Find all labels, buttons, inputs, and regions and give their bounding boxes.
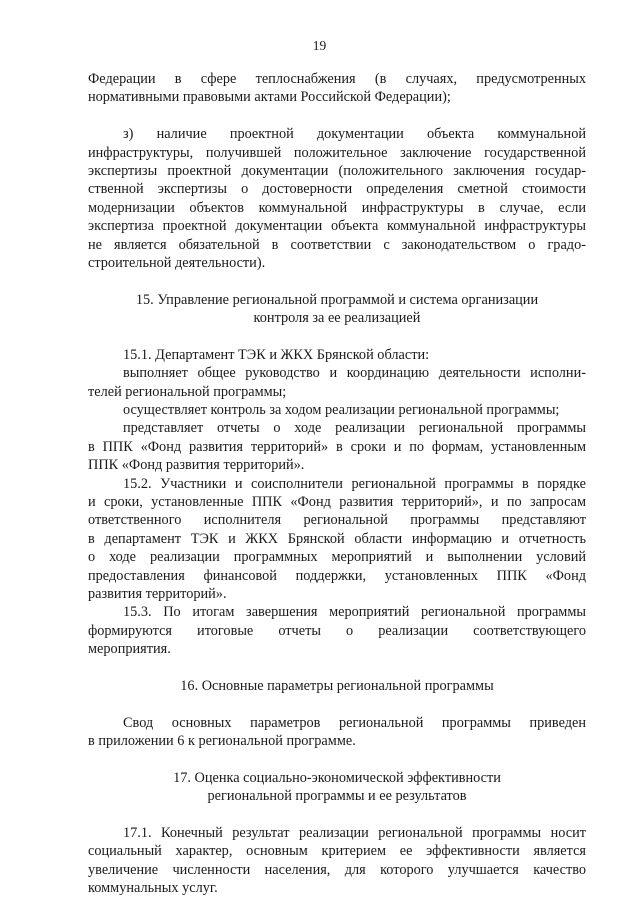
text-line: 17.1. Конечный результат реализации региональной программы носит — [123, 825, 586, 842]
section-heading — [88, 291, 586, 328]
text-line: нормативными правовыми актами Российской Федерации); — [88, 89, 451, 106]
text-line: ППК «Фонд развития территорий». — [88, 457, 305, 474]
text-line: увеличение численности населения, для которого улучшается качество — [88, 861, 586, 878]
text-line: и сроки, установленные ППК «Фонд развития территорий», и по запросам — [88, 493, 586, 510]
text-line: социальный характер, основным критерием ее эффективности является — [88, 843, 586, 860]
page-number: 19 — [312, 38, 327, 53]
text-line: Свод основных параметров региональной программы приведен — [123, 714, 586, 731]
section-heading — [88, 677, 586, 695]
text-line: строительной деятельности). — [88, 254, 266, 271]
text-line: ственной экспертизы о достоверности определения сметной стоимости — [88, 181, 586, 198]
text-line: в департамент ТЭК и ЖКХ Брянской области информацию и отчетность — [88, 530, 586, 547]
text-block — [88, 824, 586, 898]
paragraph-gap — [88, 750, 586, 768]
text-line: 15.1. Департамент ТЭК и ЖКХ Брянской области: — [123, 346, 430, 363]
text-line: ответственного исполнителя региональной программы представляют — [88, 512, 586, 529]
text-line: 15.3. По итогам завершения мероприятий региональной программы — [123, 604, 586, 621]
text-line: осуществляет контроль за ходом реализации региональной программы; — [123, 402, 560, 419]
text-line: выполняет общее руководство и координацию деятельности исполни- — [123, 365, 586, 382]
text-block — [88, 125, 586, 272]
text-line: з) наличие проектной документации объекта коммунальной — [123, 126, 586, 143]
text-line: не является обязательной в соответствии с законодательством о градо- — [88, 236, 586, 253]
paragraph-gap — [88, 327, 586, 345]
text-line: Федерации в сфере теплоснабжения (в случаях, предусмотренных — [88, 71, 586, 87]
text-line: экспертизы проектной документации (положительного заключения государ- — [88, 162, 586, 179]
text-block — [88, 346, 586, 659]
heading-line: 17. Оценка социально-экономической эффективности — [173, 769, 501, 786]
text-line: мероприятия. — [88, 641, 171, 658]
paragraph-gap — [88, 659, 586, 677]
text-line: развития территорий». — [88, 585, 227, 602]
text-line: коммунальных услуг. — [88, 880, 218, 897]
text-line: инфраструктуры, получившей положительное заключение государственной — [88, 144, 586, 161]
paragraph-gap — [88, 695, 586, 713]
text-line: в приложении 6 к региональной программе. — [88, 733, 356, 750]
text-line: экспертиза проектной документации объекта коммунальной инфраструктуры — [88, 218, 586, 235]
paragraph-gap — [88, 272, 586, 290]
text-line: 15.2. Участники и соисполнители региональной программы в порядке — [123, 475, 586, 492]
text-block — [88, 70, 586, 107]
paragraph-gap — [88, 107, 586, 125]
text-line: предоставления финансовой поддержки, установленных ППК «Фонд — [88, 567, 586, 584]
text-line: в ППК «Фонд развития территорий» в сроки и по формам, установленным — [88, 438, 586, 455]
text-line: о ходе реализации программных мероприятий и выполнении условий — [88, 549, 586, 566]
section-heading — [88, 769, 586, 806]
heading-line: 15. Управление региональной программой и система организации — [135, 291, 539, 308]
text-line: модернизации объектов коммунальной инфраструктуры в случае, если — [88, 199, 586, 216]
document-body — [88, 70, 586, 898]
text-line: формируются итоговые отчеты о реализации соответствующего — [88, 622, 586, 639]
text-line: телей региональной программы; — [88, 383, 287, 400]
heading-line: 16. Основные параметры региональной программы — [180, 677, 494, 694]
text-block — [88, 714, 586, 751]
paragraph-gap — [88, 806, 586, 824]
text-line: представляет отчеты о ходе реализации региональной программы — [123, 420, 586, 437]
heading-line: контроля за ее реализацией — [253, 310, 421, 327]
heading-line: региональной программы и ее результатов — [207, 788, 467, 805]
